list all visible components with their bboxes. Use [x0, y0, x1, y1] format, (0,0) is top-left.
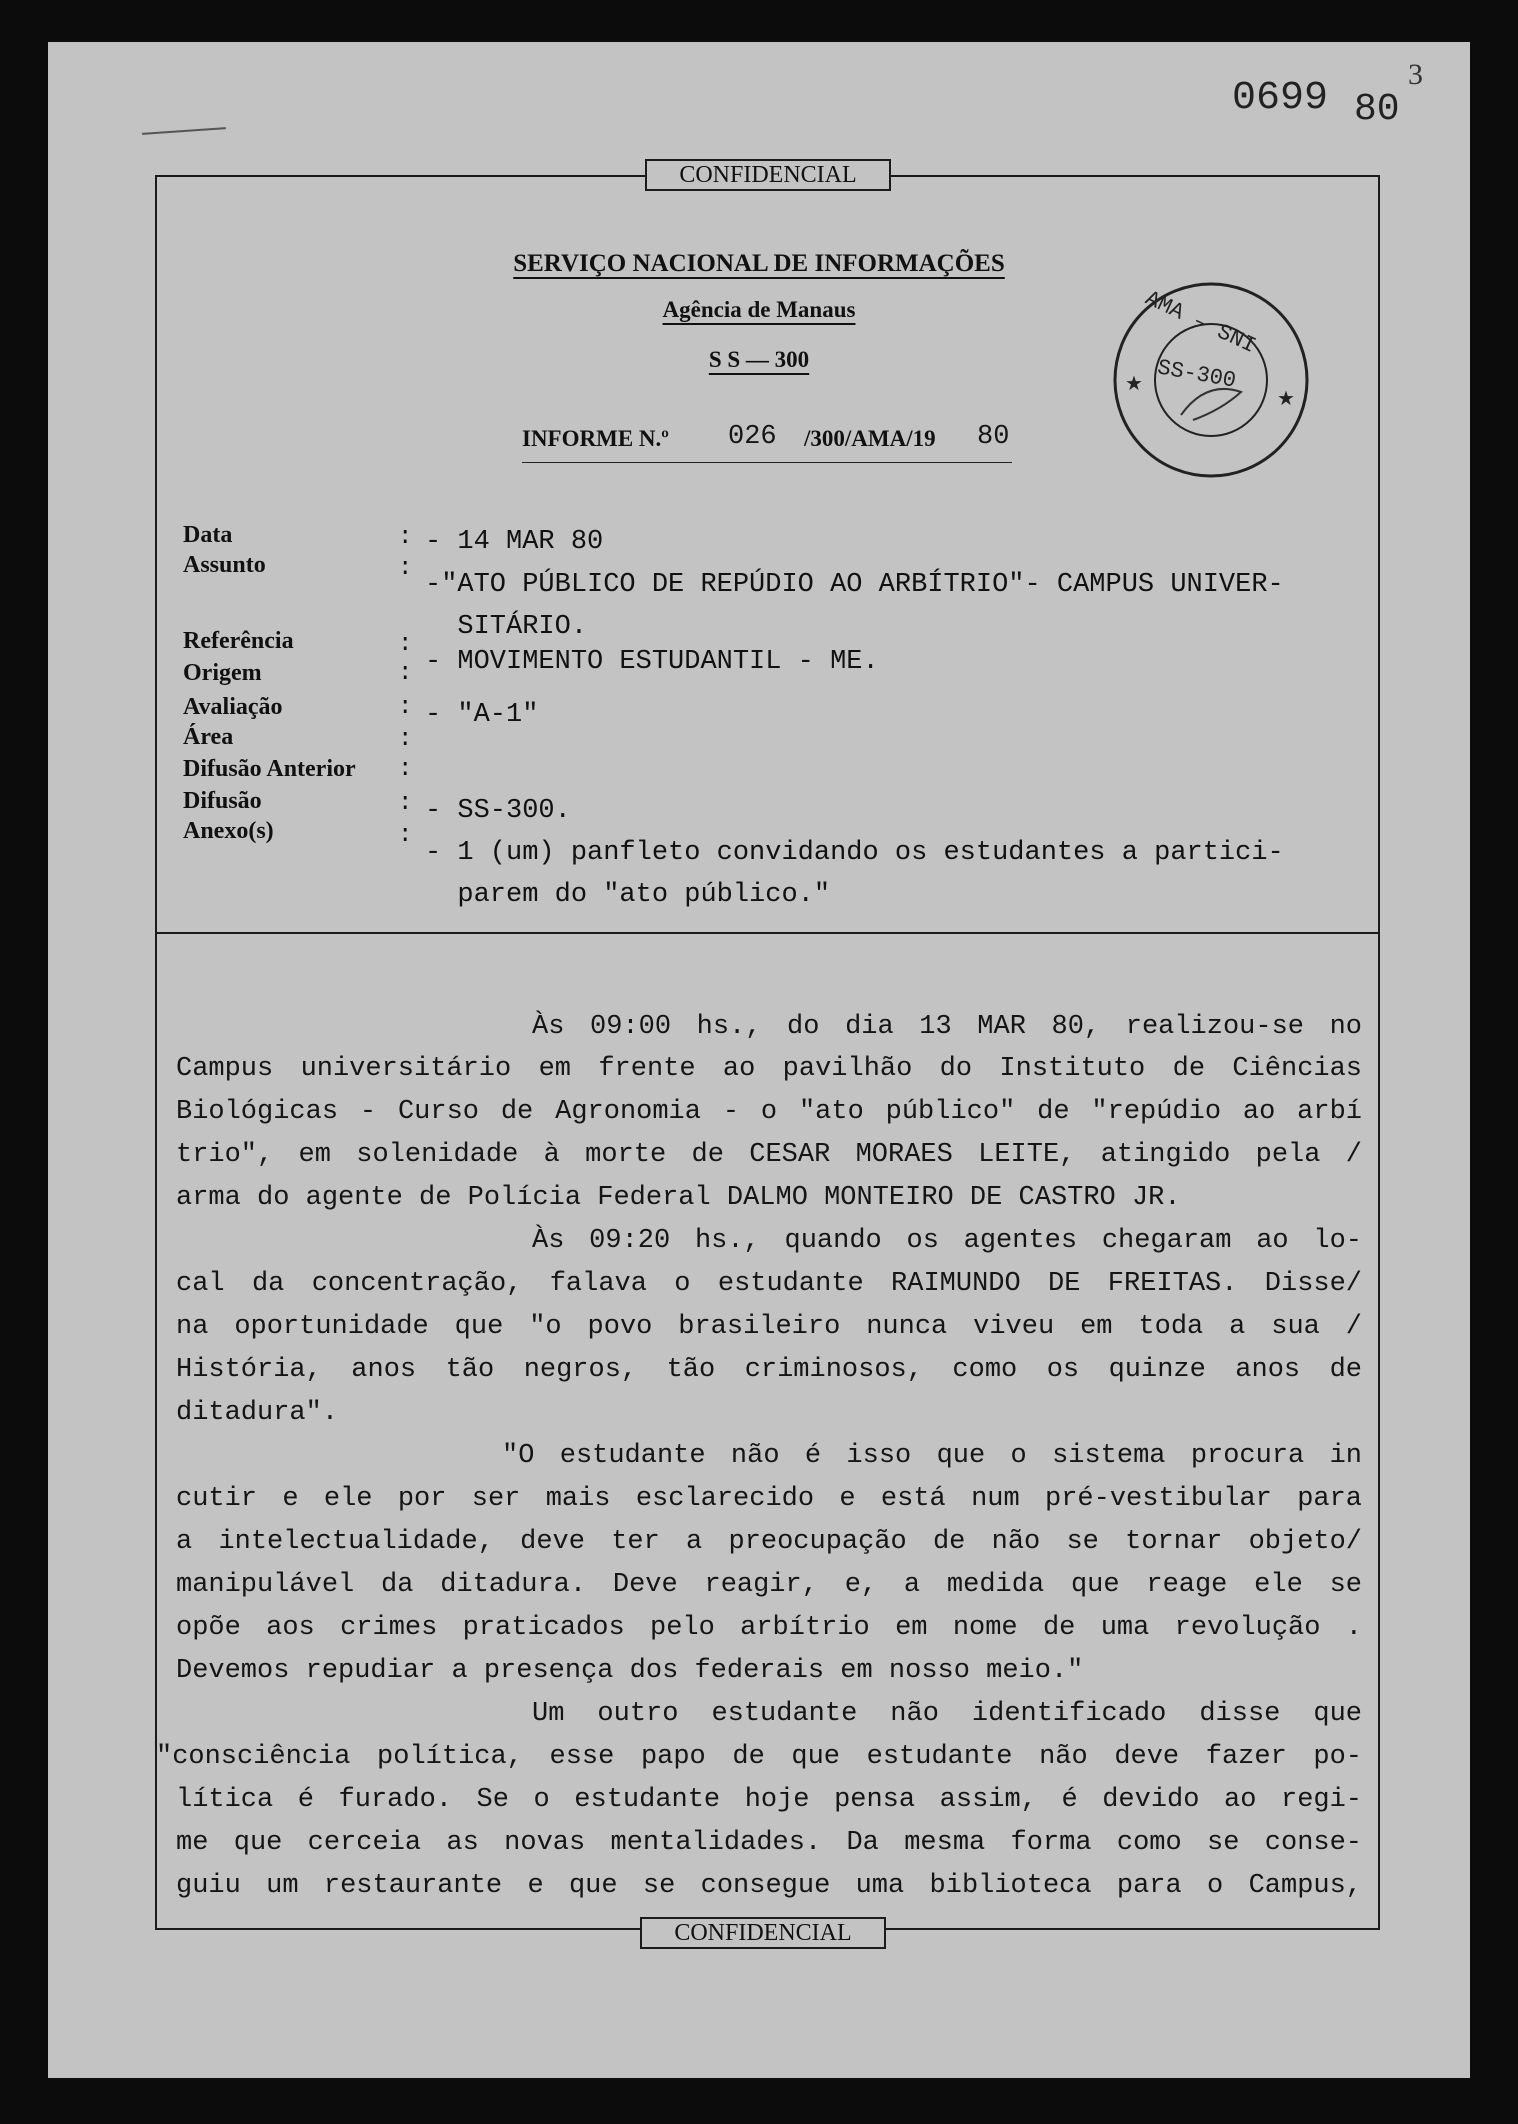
body-line: Às 09:20 hs., quando os agentes chegaram ao lo- — [532, 1226, 1362, 1256]
field-label: Anexo(s) — [183, 818, 274, 844]
svg-text:★: ★ — [1125, 371, 1143, 395]
body-line: Biológicas - Curso de Agronomia - o "ato público" de "repúdio ao arbí — [176, 1097, 1362, 1127]
stamp-inner-text: SS-300 — [1155, 355, 1238, 394]
classification-top: CONFIDENCIAL — [645, 159, 891, 191]
field-label: Avaliação — [183, 694, 283, 720]
body-line: opõe aos crimes praticados pelo arbítrio em nome de uma revolução . — [176, 1613, 1362, 1643]
header-divider — [155, 932, 1380, 934]
body-line: Campus universitário em frente ao pavilhão do Instituto de Ciências — [176, 1054, 1362, 1084]
field-colon: : — [398, 524, 413, 551]
body-line: me que cerceia as novas mentalidades. Da mesma forma como se conse- — [176, 1828, 1362, 1858]
report-label: INFORME N.º — [522, 426, 669, 451]
body-line: Às 09:00 hs., do dia 13 MAR 80, realizou-se no — [532, 1012, 1362, 1042]
body-line: História, anos tão negros, tão criminosos, como os quinze anos de — [176, 1355, 1362, 1385]
field-label: Área — [183, 724, 234, 750]
body-line: guiu um restaurante e que se consegue uma biblioteca para o Campus, — [176, 1871, 1362, 1901]
field-label: Assunto — [183, 552, 266, 578]
body-line: arma do agente de Polícia Federal DALMO MONTEIRO DE CASTRO JR. — [176, 1183, 1181, 1213]
field-label: Origem — [183, 660, 262, 686]
body-line: cal da concentração, falava o estudante RAIMUNDO DE FREITAS. Disse/ — [176, 1269, 1362, 1299]
report-suffix: /300/AMA/19 — [804, 426, 936, 451]
field-label: Referência — [183, 628, 294, 654]
body-line: "O estudante não é isso que o sistema procura in — [502, 1441, 1362, 1471]
field-value: - "A-1" — [425, 700, 539, 730]
body-line: Devemos repudiar a presença dos federais em nosso meio." — [176, 1656, 1084, 1686]
archive-code: 0699 — [1232, 76, 1329, 121]
body-line: na oportunidade que "o povo brasileiro nunca viveu em toda a sua / — [176, 1312, 1362, 1342]
field-colon: : — [398, 756, 413, 783]
stamp-outer-text: AMA – SNI — [1141, 286, 1260, 359]
field-value: - MOVIMENTO ESTUDANTIL - ME. — [425, 647, 879, 677]
body-line: manipulável da ditadura. Deve reagir, e, a medida que reage ele se — [176, 1570, 1362, 1600]
organization-title: SERVIÇO NACIONAL DE INFORMAÇÕES — [513, 250, 1005, 277]
field-colon: : — [398, 631, 413, 658]
field-value: - 14 MAR 80 — [425, 527, 604, 557]
field-value: - 1 (um) panfleto convidando os estudantes a partici- — [425, 838, 1284, 868]
field-label: Difusão — [183, 788, 262, 814]
archive-year: 80 — [1354, 88, 1400, 131]
field-colon: : — [398, 822, 413, 849]
svg-text:★: ★ — [1277, 386, 1295, 410]
archive-page: 3 — [1408, 58, 1423, 91]
body-line: lítica é furado. Se o estudante hoje pensa assim, é devido ao regi- — [176, 1785, 1362, 1815]
agency-stamp — [1111, 280, 1311, 480]
field-label: Difusão Anterior — [183, 756, 356, 782]
body-line: ditadura". — [176, 1398, 339, 1428]
field-value: SITÁRIO. — [425, 612, 588, 642]
body-line: a intelectualidade, deve ter a preocupação de não se tornar objeto/ — [176, 1527, 1362, 1557]
field-value: -"ATO PÚBLICO DE REPÚDIO AO ARBÍTRIO"- CAMPUS UNIVER- — [425, 570, 1284, 600]
field-value: - SS-300. — [425, 796, 571, 826]
body-line: "consciência política, esse papo de que estudante não deve fazer po- — [156, 1742, 1362, 1772]
field-colon: : — [398, 726, 413, 753]
body-line: trio", em solenidade à morte de CESAR MORAES LEITE, atingido pela / — [176, 1140, 1362, 1170]
field-colon: : — [398, 790, 413, 817]
report-number: 026 — [728, 422, 777, 452]
agency-name: Agência de Manaus — [662, 297, 856, 322]
field-value: parem do "ato público." — [425, 880, 831, 910]
field-colon: : — [398, 555, 413, 582]
body-line: Um outro estudante não identificado disse que — [532, 1699, 1362, 1729]
field-colon: : — [398, 660, 413, 687]
section-code: S S — 300 — [708, 347, 810, 372]
field-label: Data — [183, 522, 233, 548]
report-number-line — [522, 422, 1012, 463]
classification-bottom: CONFIDENCIAL — [640, 1917, 886, 1949]
report-year: 80 — [977, 422, 1010, 452]
body-line: cutir e ele por ser mais esclarecido e está num pré-vestibular para — [176, 1484, 1362, 1514]
field-colon: : — [398, 694, 413, 721]
